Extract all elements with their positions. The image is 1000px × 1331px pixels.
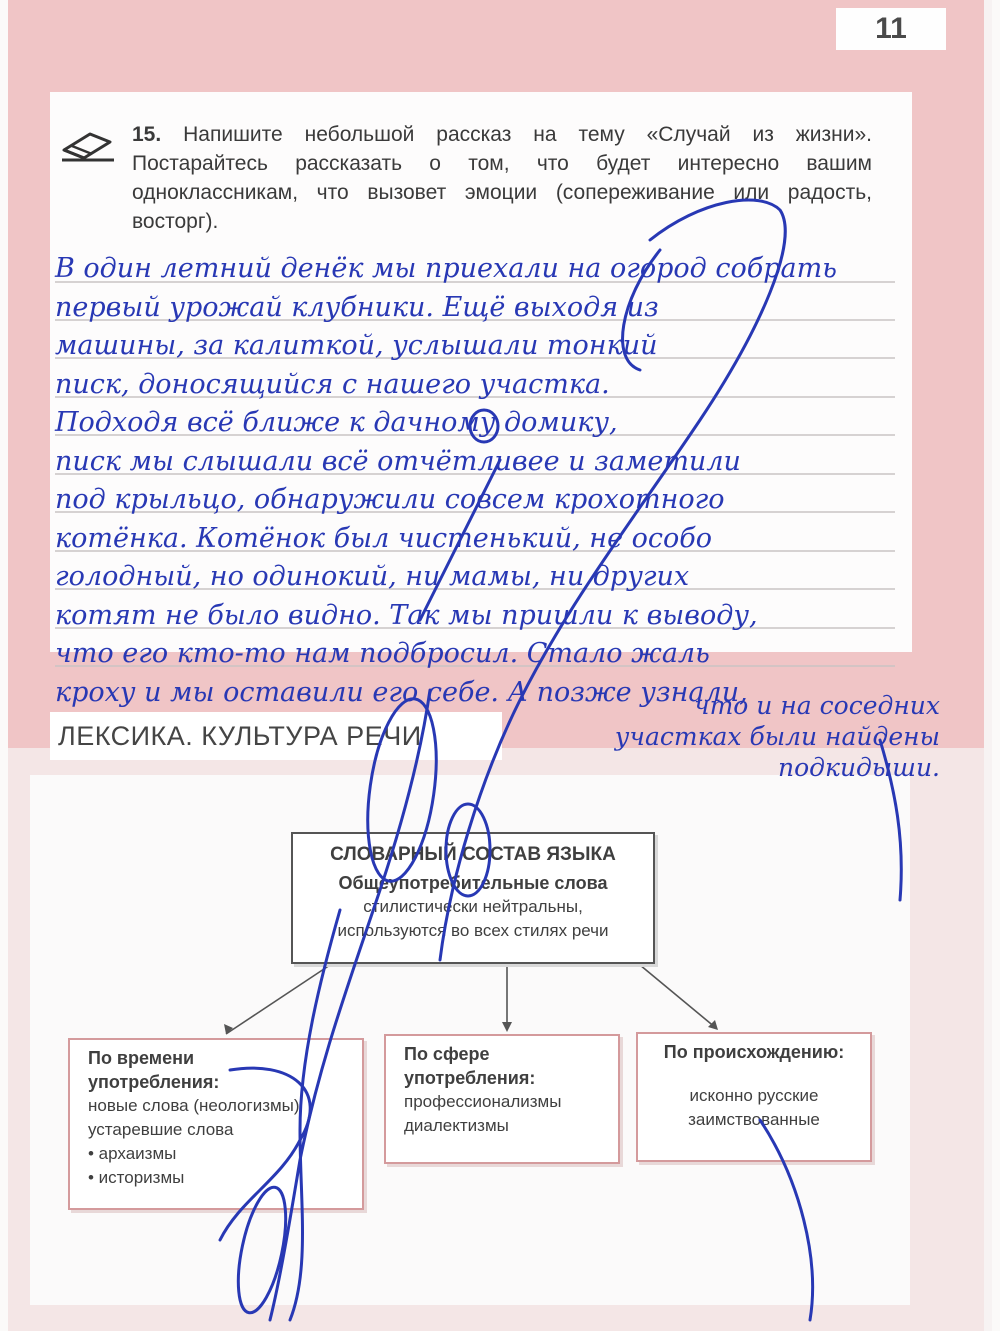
task-number: 15. — [132, 123, 162, 146]
story-line: В один летний денёк мы приехали на огород собрать — [55, 253, 837, 284]
box-item: новые слова (неологизмы) — [88, 1096, 300, 1115]
box-item: диалектизмы — [404, 1116, 509, 1135]
page-number: 11 — [836, 8, 946, 50]
box-item: • архаизмы — [88, 1144, 177, 1163]
story-line: что его кто-то нам подбросил. Стало жаль — [55, 638, 710, 669]
story-line: котёнка. Котёнок был чистенький, не особо — [55, 522, 713, 554]
box-heading: По сфере — [404, 1044, 490, 1064]
box-item: • историзмы — [88, 1168, 185, 1187]
story-line: под крыльцо, обнаружили совсем крохотного — [55, 484, 725, 515]
box-heading: По времени — [88, 1048, 195, 1068]
story-line: кроху и мы оставили его себе. А позже узнали, — [55, 676, 748, 708]
box-item: профессионализмы — [404, 1092, 562, 1111]
story-line: котят не было видно. Так мы пришли к выводу, — [55, 599, 758, 631]
story-line: писк мы слышали всё отчётливее и заметили — [55, 445, 741, 477]
by-time-box — [68, 1038, 364, 1210]
box-item: заимствованные — [688, 1110, 820, 1129]
by-origin-box — [636, 1032, 872, 1162]
story-line: голодный, но одинокий, ни мамы, ни других — [55, 561, 690, 592]
box-item: исконно русские — [689, 1086, 819, 1105]
task-text: Напишите небольшой рассказ на тему «Случай из жизни». Постарайтесь рассказать о том, что будет интересно вашим одноклассникам, что вызовет эмоции (сопереживание или радость, восторг). — [132, 123, 872, 233]
box-heading: употребления: — [88, 1072, 220, 1092]
story-line: первый урожай клубники. Ещё выходя из — [55, 291, 659, 323]
box-heading: употребления: — [404, 1068, 536, 1088]
vocabulary-main-box — [291, 832, 655, 964]
section-heading: ЛЕКСИКА. КУЛЬТУРА РЕЧИ — [58, 721, 422, 751]
box-item: устаревшие слова — [88, 1120, 234, 1139]
diagram-description: стилистически нейтральны, — [363, 897, 583, 916]
story-line: что и на соседних — [694, 691, 940, 720]
diagram-title: СЛОВАРНЫЙ СОСТАВ ЯЗЫКА — [330, 844, 616, 865]
diagram-description: используются во всех стилях речи — [337, 921, 609, 940]
box-heading: По происхождению: — [663, 1042, 845, 1062]
story-line: подкидыши. — [778, 753, 940, 782]
diagram-subtitle: Общеупотребительные слова — [338, 873, 608, 893]
story-line: писк, доносящийся с нашего участка. — [55, 368, 610, 400]
story-line: Подходя всё ближе к дачному домику, — [55, 407, 618, 438]
story-line: машины, за калиткой, услышали тонкий — [55, 330, 658, 361]
story-line: участках были найдены — [614, 722, 940, 751]
by-sphere-box — [384, 1034, 620, 1164]
